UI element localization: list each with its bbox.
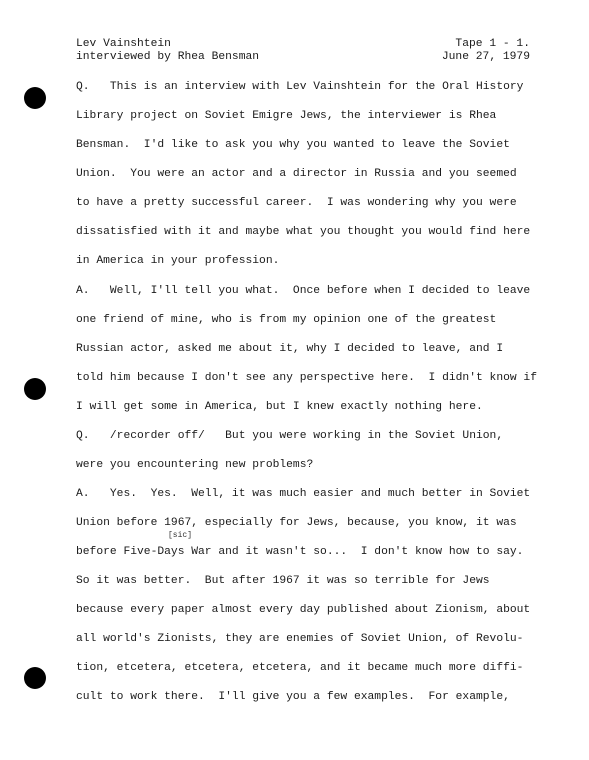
transcript-line: Union before 1967, especially for Jews, because, you know, it was xyxy=(76,517,517,529)
transcript-line: I will get some in America, but I knew exactly nothing here. xyxy=(76,401,483,413)
transcript-line: Q. /recorder off/ But you were working in the Soviet Union, xyxy=(76,430,504,442)
transcript-line: one friend of mine, who is from my opinion one of the greatest xyxy=(76,314,497,326)
transcript-line: dissatisfied with it and maybe what you thought you would find here xyxy=(76,226,531,238)
transcript-line: tion, etcetera, etcetera, etcetera, and it became much more diffi- xyxy=(76,662,524,674)
transcript-line: in America in your profession. xyxy=(76,255,280,267)
transcript-line: all world's Zionists, they are enemies of Soviet Union, of Revolu- xyxy=(76,633,524,645)
transcript-line: because every paper almost every day published about Zionism, about xyxy=(76,604,531,616)
transcript-line: A. Well, I'll tell you what. Once before when I decided to leave xyxy=(76,285,531,297)
transcript-line: Bensman. I'd like to ask you why you wanted to leave the Soviet xyxy=(76,139,510,151)
punch-hole xyxy=(24,378,46,400)
narrator-name: Lev Vainshtein xyxy=(76,38,171,50)
transcript-line: Q. This is an interview with Lev Vainshtein for the Oral History xyxy=(76,81,524,93)
punch-hole xyxy=(24,87,46,109)
transcript-line: Library project on Soviet Emigre Jews, the interviewer is Rhea xyxy=(76,110,497,122)
transcript-line: A. Yes. Yes. Well, it was much easier and much better in Soviet xyxy=(76,488,531,500)
sic-annotation: [sic] xyxy=(168,531,193,540)
transcript-line: Russian actor, asked me about it, why I decided to leave, and I xyxy=(76,343,504,355)
transcript-line: told him because I don't see any perspective here. I didn't know if xyxy=(76,372,537,384)
transcript-line: cult to work there. I'll give you a few examples. For example, xyxy=(76,691,510,703)
transcript-line: were you encountering new problems? xyxy=(76,459,314,471)
tape-number: Tape 1 - 1. xyxy=(455,38,530,50)
transcript-line: to have a pretty successful career. I was wondering why you were xyxy=(76,197,517,209)
transcript-line: So it was better. But after 1967 it was so terrible for Jews xyxy=(76,575,490,587)
interviewer-name: interviewed by Rhea Bensman xyxy=(76,51,260,63)
transcript-line: Union. You were an actor and a director in Russia and you seemed xyxy=(76,168,517,180)
transcript-line: before Five-Days War and it wasn't so... I don't know how to say. xyxy=(76,546,524,558)
document-header xyxy=(76,38,530,64)
interview-date: June 27, 1979 xyxy=(441,51,530,63)
punch-hole xyxy=(24,667,46,689)
